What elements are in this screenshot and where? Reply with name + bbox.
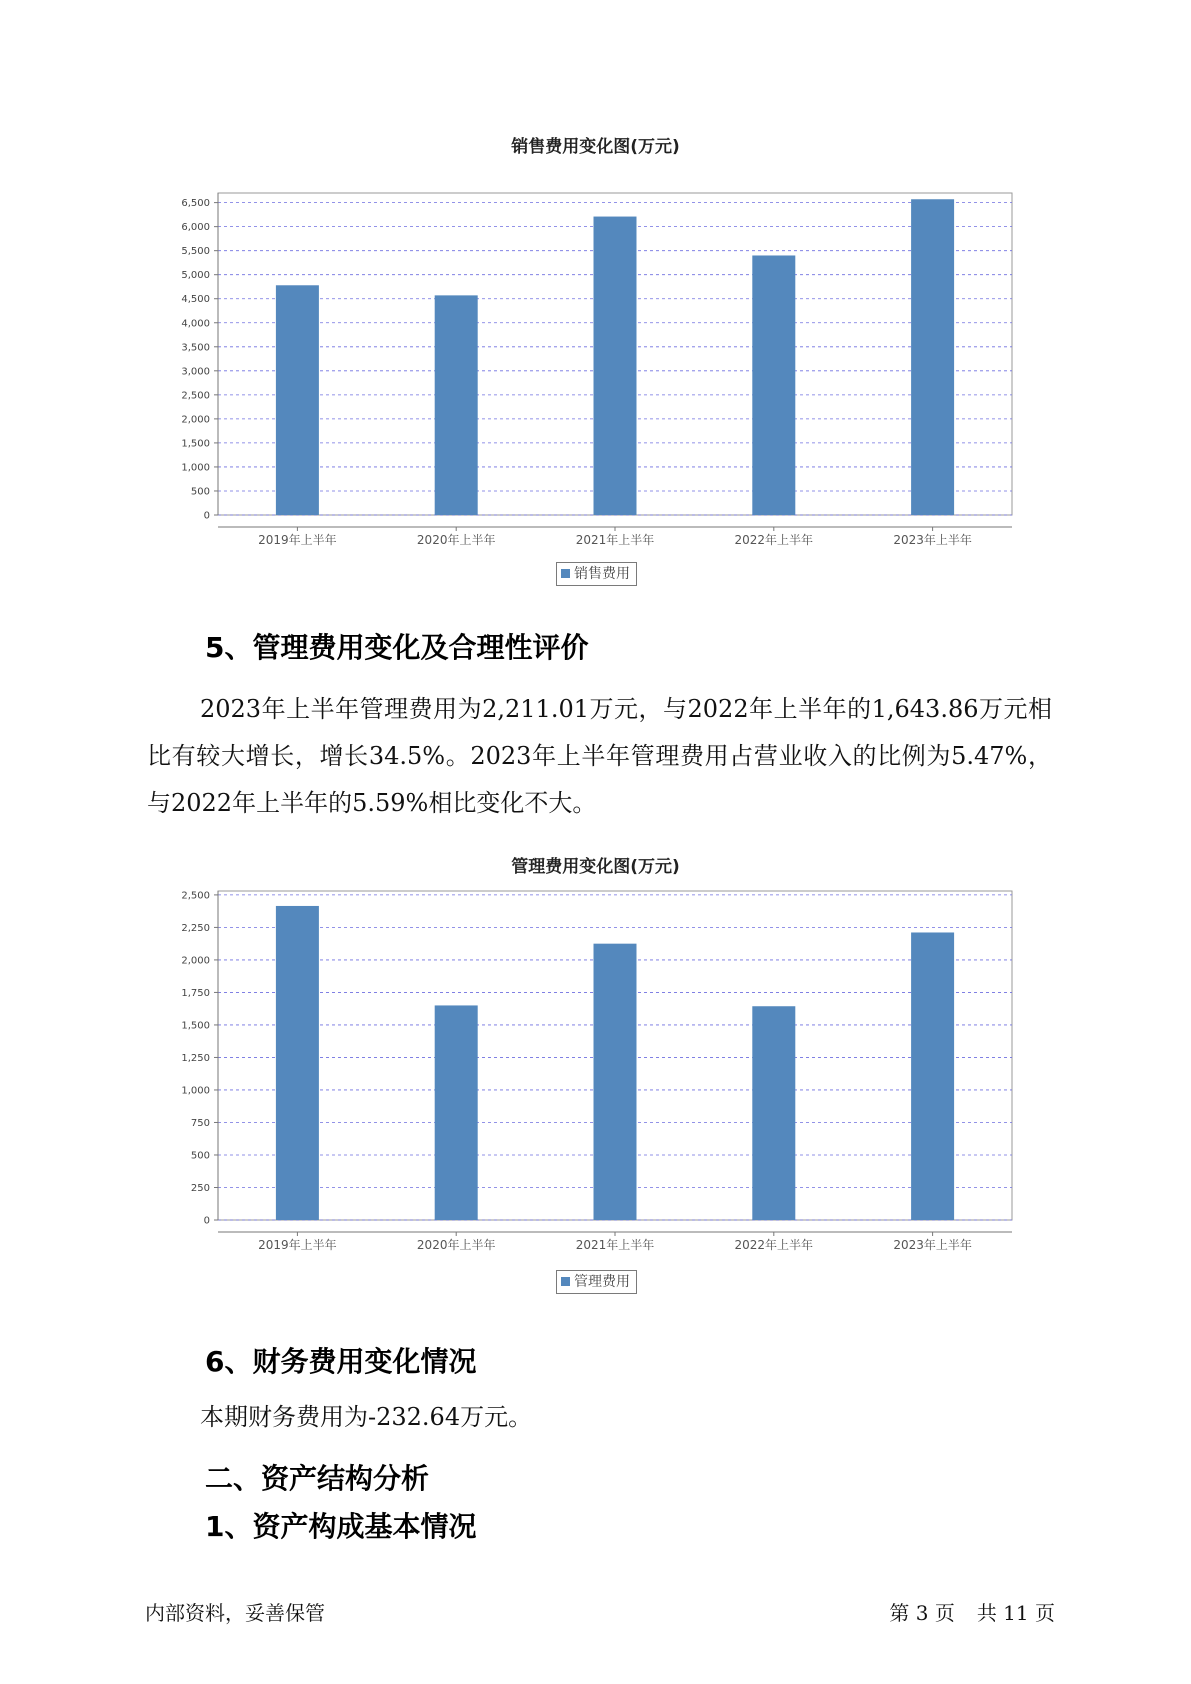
x-category-label: 2021年上半年 — [575, 1238, 655, 1252]
x-category-label: 2023年上半年 — [893, 533, 972, 547]
y-tick-label: 3,000 — [181, 366, 210, 378]
y-tick-label: 0 — [203, 510, 210, 522]
sales-chart-title: 销售费用变化图(万元) — [511, 137, 680, 157]
asset-structure-heading: 二、资产结构分析 — [205, 1462, 430, 1495]
footer-confidential: 内部资料，妥善保管 — [145, 1601, 325, 1625]
mgmt-expense-heading: 5、管理费用变化及合理性评价 — [205, 631, 589, 664]
y-tick-label: 2,500 — [181, 890, 210, 902]
y-tick-label: 5,000 — [181, 270, 210, 282]
y-tick-label: 1,000 — [181, 1085, 210, 1097]
y-tick-label: 4,000 — [181, 318, 210, 330]
y-tick-label: 250 — [190, 1182, 210, 1194]
y-tick-label: 1,750 — [181, 987, 210, 999]
mgmt-chart-legend — [556, 1270, 637, 1294]
y-tick-label: 2,250 — [181, 922, 210, 934]
y-tick-label: 4,500 — [181, 294, 210, 306]
y-tick-label: 500 — [190, 486, 210, 498]
bar-1 — [276, 906, 319, 1220]
asset-composition-heading: 1、资产构成基本情况 — [205, 1510, 477, 1543]
legend-label: 管理费用 — [574, 1274, 630, 1290]
y-tick-label: 1,000 — [181, 462, 210, 474]
finance-expense-paragraph: 本期财务费用为-232.64万元。 — [200, 1403, 533, 1431]
bar-5 — [911, 932, 954, 1220]
x-category-label: 2022年上半年 — [734, 1238, 814, 1252]
bar-3 — [594, 944, 637, 1220]
y-tick-label: 1,500 — [181, 438, 210, 450]
x-category-label: 2020年上半年 — [416, 1238, 496, 1252]
x-category-label: 2019年上半年 — [258, 533, 337, 547]
x-category-label: 2022年上半年 — [734, 533, 814, 547]
y-tick-label: 500 — [190, 1150, 210, 1162]
mgmt-chart-title: 管理费用变化图(万元) — [511, 857, 680, 877]
y-tick-label: 6,500 — [181, 198, 210, 210]
x-category-label: 2021年上半年 — [575, 533, 655, 547]
mgmt-expense-paragraph: 2023年上半年管理费用为2,211.01万元，与2022年上半年的1,643.86万元相比有较大增长，增长34.5%。2023年上半年管理费用占营业收入的比例为5.47%，与2022年上半年的5.59%相比变化不大。 — [147, 695, 1052, 817]
y-tick-label: 6,000 — [181, 222, 210, 234]
legend-label: 销售费用 — [574, 566, 630, 582]
bar-2 — [435, 1005, 478, 1220]
y-tick-label: 2,000 — [181, 955, 210, 967]
x-category-label: 2023年上半年 — [893, 1238, 972, 1252]
x-category-label: 2020年上半年 — [416, 533, 496, 547]
y-tick-label: 5,500 — [181, 246, 210, 258]
y-tick-label: 1,250 — [181, 1052, 210, 1064]
bar-4 — [752, 1006, 795, 1220]
y-tick-label: 2,000 — [181, 414, 210, 426]
legend-swatch — [561, 1277, 570, 1286]
y-tick-label: 3,500 — [181, 342, 210, 354]
page-current: 第 3 页 — [889, 1601, 955, 1625]
page-total: 共 11 页 — [976, 1601, 1055, 1625]
x-category-label: 2019年上半年 — [258, 1238, 337, 1252]
y-tick-label: 0 — [203, 1215, 210, 1227]
y-tick-label: 2,500 — [181, 390, 210, 402]
finance-expense-heading: 6、财务费用变化情况 — [205, 1345, 477, 1378]
y-tick-label: 750 — [190, 1117, 210, 1129]
footer-page-info — [889, 1597, 1055, 1626]
y-tick-label: 1,500 — [181, 1020, 210, 1032]
